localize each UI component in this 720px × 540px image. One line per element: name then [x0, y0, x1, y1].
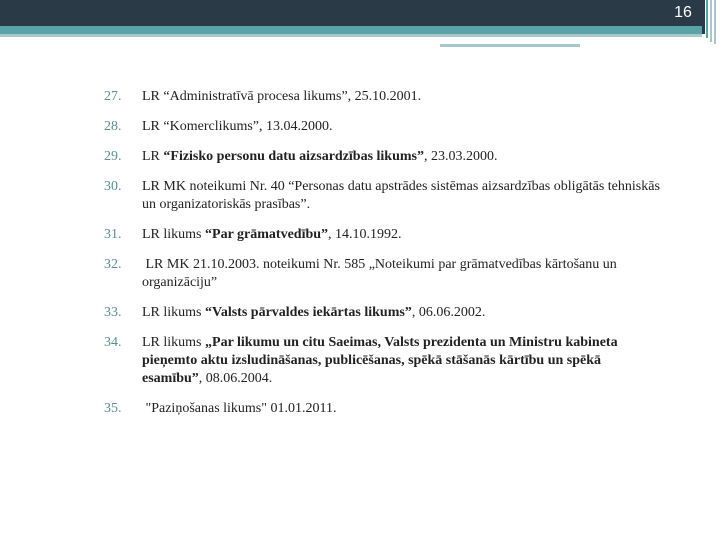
list-item-text: LR likums “Valsts pārvaldes iekārtas likums”, 06.06.2002. — [142, 305, 486, 320]
list-item-text: LR MK 21.10.2003. noteikumi Nr. 585 „Noteikumi par grāmatvedības kārtošanu un organizāciju” — [142, 257, 621, 290]
list-item-number: 28. — [104, 119, 122, 134]
header-accent-band — [0, 26, 702, 34]
list-item — [104, 226, 664, 244]
list-item-text: LR likums “Par grāmatvedību”, 14.10.1992. — [142, 227, 402, 242]
list-item — [104, 304, 664, 322]
list-item-text: LR MK noteikumi Nr. 40 “Personas datu apstrādes sistēmas aizsardzības obligātās tehniskās un organizatoriskās prasības”. — [142, 179, 660, 212]
list-item — [104, 256, 664, 292]
list-item-text: LR “Komerclikums”, 13.04.2000. — [142, 119, 333, 134]
list-item — [104, 178, 664, 214]
list-item — [104, 334, 664, 388]
reference-list — [104, 88, 664, 430]
list-item-text: "Paziņošanas likums" 01.01.2011. — [142, 401, 337, 416]
list-item — [104, 88, 664, 106]
header-bar — [0, 0, 702, 26]
list-item — [104, 118, 664, 136]
list-item-number: 32. — [104, 257, 122, 272]
list-item-text: LR likums „Par likumu un citu Saeimas, Valsts prezidenta un Ministru kabineta pieņemto aktu izsludināšanas, publicēšanas, spēkā stāšanās kārtību un spēkā esamību”, 08.06.2004. — [142, 335, 618, 386]
list-item-number: 31. — [104, 227, 122, 242]
page-number: 16 — [674, 4, 692, 21]
list-item — [104, 400, 664, 418]
list-item-number: 27. — [104, 89, 122, 104]
header-edge-decoration — [702, 0, 720, 44]
list-item — [104, 148, 664, 166]
list-item-number: 30. — [104, 179, 122, 194]
list-item-number: 35. — [104, 401, 122, 416]
list-item-text: LR “Fizisko personu datu aizsardzības likums”, 23.03.2000. — [142, 149, 498, 164]
list-item-text: LR “Administratīvā procesa likums”, 25.10.2001. — [142, 89, 422, 104]
header-divider-line — [0, 34, 702, 37]
list-item-number: 29. — [104, 149, 122, 164]
list-item-number: 34. — [104, 335, 122, 350]
list-item-number: 33. — [104, 305, 122, 320]
header-short-divider — [440, 44, 580, 47]
